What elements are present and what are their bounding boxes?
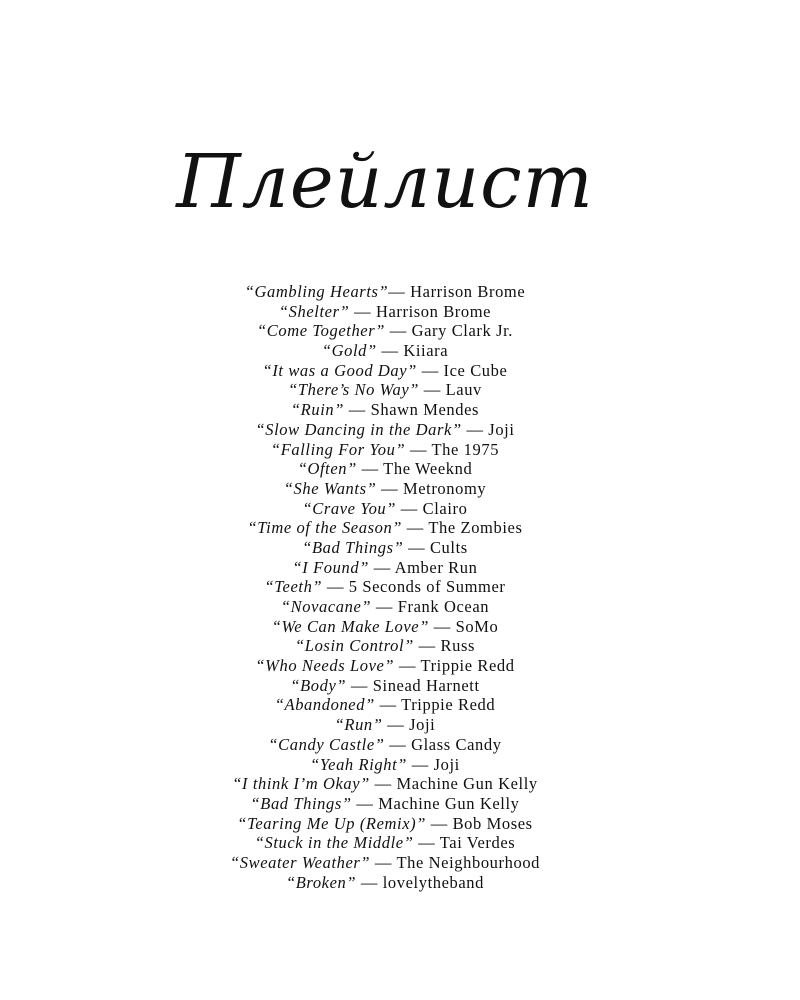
- artist-name: The 1975: [431, 439, 500, 459]
- artist-name: Glass Candy: [411, 734, 502, 754]
- artist-name: Harrison Brome: [410, 282, 526, 301]
- song-title: “Run”: [334, 715, 383, 735]
- artist-name: Tai Verdes: [439, 833, 516, 853]
- artist-name: Joji: [433, 754, 460, 774]
- list-item: [0, 361, 770, 381]
- dash-separator: —: [416, 360, 444, 380]
- artist-name: Machine Gun Kelly: [378, 793, 520, 813]
- list-item: [0, 833, 770, 853]
- song-title: “Slow Dancing in the Dark”: [255, 419, 462, 439]
- song-title: “She Wants”: [283, 478, 377, 498]
- artist-name: Gary Clark Jr.: [411, 321, 514, 341]
- dash-separator: —: [413, 833, 440, 853]
- song-title: “Ruin”: [290, 400, 345, 420]
- list-item: [0, 321, 770, 341]
- dash-separator: —: [356, 872, 383, 892]
- song-title: “Body”: [290, 675, 347, 695]
- list-item: [0, 577, 770, 597]
- song-title: “Teeth”: [264, 577, 323, 597]
- artist-name: Trippie Redd: [401, 695, 496, 715]
- artist-name: Russ: [440, 636, 475, 656]
- artist-name: Frank Ocean: [397, 597, 490, 616]
- song-title: “Abandoned”: [274, 695, 375, 715]
- track-list: [0, 282, 770, 892]
- artist-name: Trippie Redd: [420, 656, 515, 676]
- dash-separator: —: [429, 616, 456, 636]
- dash-separator: —: [322, 577, 349, 597]
- artist-name: SoMo: [455, 616, 499, 636]
- dash-separator: —: [384, 734, 412, 754]
- list-item: [0, 302, 770, 322]
- list-item: [0, 597, 770, 617]
- song-title: “Falling For You”: [270, 439, 406, 459]
- list-item: [0, 656, 770, 676]
- artist-name: lovelytheband: [382, 872, 485, 892]
- song-title: “Stuck in the Middle”: [254, 833, 414, 853]
- list-item: [0, 695, 770, 715]
- dash-separator: —: [370, 852, 397, 872]
- dash-separator: —: [374, 695, 402, 715]
- dash-separator: —: [394, 656, 421, 676]
- list-item: [0, 518, 770, 538]
- dash-separator: —: [403, 537, 430, 557]
- dash-separator: —: [368, 557, 395, 577]
- list-item: [0, 676, 770, 696]
- song-title: “I Found”: [292, 557, 369, 577]
- dash-separator: —: [388, 282, 411, 301]
- list-item: [0, 853, 770, 873]
- artist-name: Kiiara: [403, 341, 449, 361]
- dash-separator: —: [413, 636, 441, 656]
- page-title: Плейлист: [176, 139, 594, 225]
- song-title: “Bad Things”: [302, 537, 404, 557]
- dash-separator: —: [344, 400, 371, 420]
- list-item: [0, 499, 770, 519]
- artist-name: Joji: [409, 715, 436, 735]
- list-item: [0, 282, 770, 302]
- list-item: [0, 558, 770, 578]
- song-title: “Tearing Me Up (Remix)”: [237, 813, 427, 833]
- artist-name: The Weeknd: [383, 459, 473, 479]
- song-title: “Time of the Season”: [247, 518, 403, 538]
- dash-separator: —: [426, 813, 453, 833]
- dash-separator: —: [346, 675, 373, 695]
- song-title: “Losin Control”: [295, 636, 414, 656]
- song-title: “Bad Things”: [250, 793, 352, 813]
- dash-separator: —: [405, 439, 432, 459]
- artist-name: Machine Gun Kelly: [396, 774, 538, 794]
- artist-name: Shawn Mendes: [370, 400, 480, 420]
- list-item: [0, 479, 770, 499]
- artist-name: Metronomy: [402, 478, 487, 498]
- artist-name: Clairo: [422, 498, 468, 518]
- dash-separator: —: [369, 774, 397, 794]
- list-item: [0, 440, 770, 460]
- dash-separator: —: [371, 597, 398, 616]
- artist-name: Joji: [488, 419, 515, 439]
- song-title: “Crave You”: [302, 498, 397, 518]
- list-item: [0, 735, 770, 755]
- list-item: [0, 617, 770, 637]
- list-item: [0, 794, 770, 814]
- artist-name: 5 Seconds of Summer: [348, 577, 506, 597]
- artist-name: Lauv: [445, 380, 482, 400]
- song-title: “We Can Make Love”: [271, 616, 429, 636]
- song-title: “Yeah Right”: [310, 754, 408, 774]
- dash-separator: —: [382, 715, 410, 735]
- dash-separator: —: [376, 478, 403, 498]
- list-item: [0, 400, 770, 420]
- artist-name: Cults: [429, 537, 468, 557]
- dash-separator: —: [349, 301, 376, 321]
- list-item: [0, 814, 770, 834]
- list-item: [0, 755, 770, 775]
- song-title: “There’s No Way”: [288, 380, 420, 400]
- list-item: [0, 873, 770, 893]
- list-item: [0, 380, 770, 400]
- dash-separator: —: [402, 518, 429, 538]
- list-item: [0, 715, 770, 735]
- list-item: [0, 459, 770, 479]
- song-title: “Come Together”: [256, 321, 386, 341]
- song-title: “Novacane”: [280, 597, 372, 616]
- artist-name: Ice Cube: [443, 360, 508, 380]
- artist-name: Bob Moses: [452, 813, 533, 833]
- artist-name: Harrison Brome: [375, 301, 492, 321]
- list-item: [0, 538, 770, 558]
- song-title: “Candy Castle”: [268, 734, 385, 754]
- song-title: “Gambling Hearts”: [244, 282, 389, 301]
- list-item: [0, 420, 770, 440]
- dash-separator: —: [396, 498, 423, 518]
- song-title: “Often”: [297, 459, 357, 479]
- dash-separator: —: [351, 793, 379, 813]
- song-title: “I think I’m Okay”: [232, 774, 370, 794]
- dash-separator: —: [461, 419, 489, 439]
- artist-name: Sinead Harnett: [372, 675, 480, 695]
- list-item: [0, 636, 770, 656]
- song-title: “Shelter”: [278, 301, 350, 321]
- song-title: “It was a Good Day”: [262, 360, 417, 380]
- list-item: [0, 774, 770, 794]
- dash-separator: —: [407, 754, 434, 774]
- dash-separator: —: [385, 321, 412, 341]
- song-title: “Broken”: [285, 872, 357, 892]
- dash-separator: —: [356, 459, 384, 479]
- artist-name: The Neighbourhood: [396, 852, 541, 872]
- song-title: “Who Needs Love”: [255, 656, 395, 676]
- dash-separator: —: [419, 380, 446, 400]
- artist-name: Amber Run: [394, 557, 478, 577]
- artist-name: The Zombies: [428, 518, 523, 538]
- dash-separator: —: [376, 341, 404, 361]
- song-title: “Gold”: [321, 341, 377, 361]
- list-item: [0, 341, 770, 361]
- song-title: “Sweater Weather”: [229, 852, 371, 872]
